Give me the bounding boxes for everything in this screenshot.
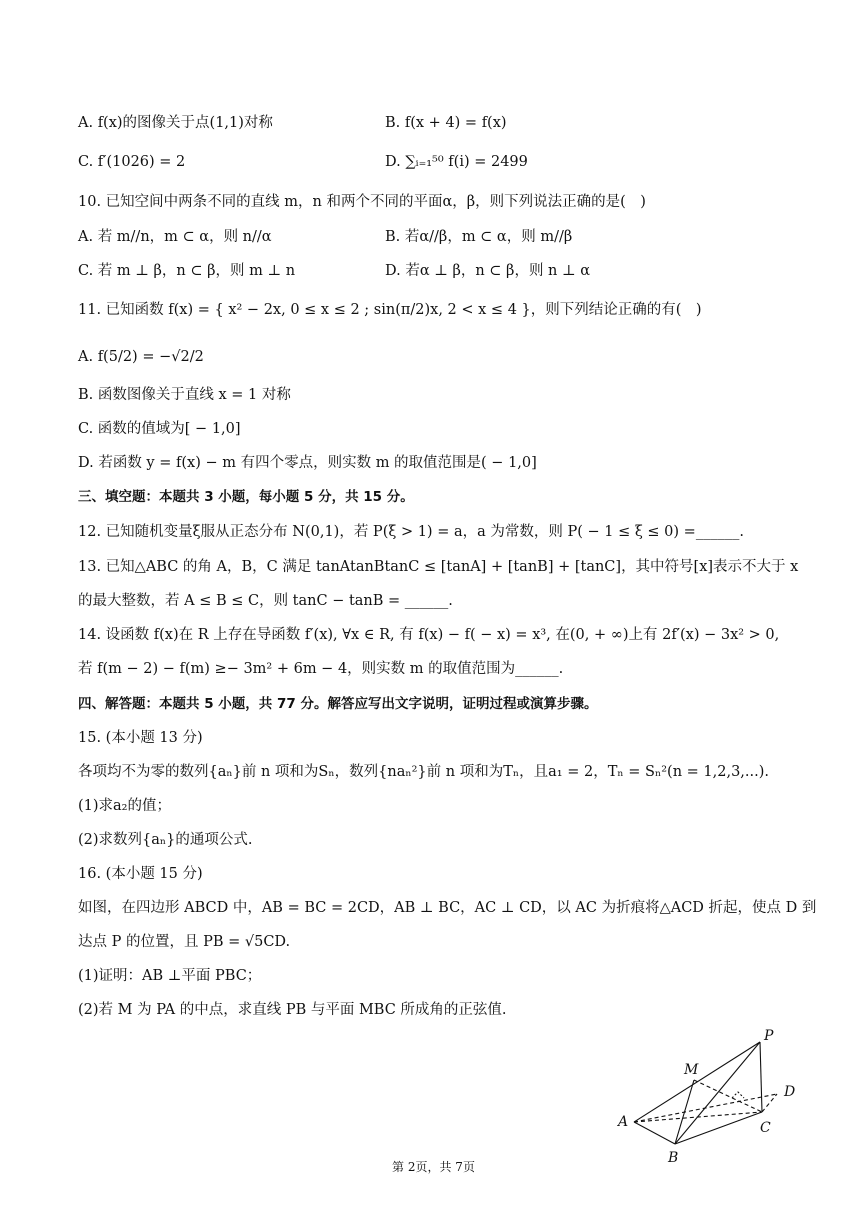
question-16-stem-line1: 如图，在四边形 ABCD 中，AB = BC = 2CD，AB ⊥ BC，AC ⊥ CD，以 AC 为折痕将△ACD 折起，使点 D 到 [78, 900, 817, 916]
question-16-part1: (1)证明：AB ⊥平面 PBC； [78, 968, 262, 984]
edge-ab [634, 1122, 675, 1144]
option-10b: B. 若α//β，m ⊂ α，则 m//β [385, 229, 573, 245]
option-9d: D. ∑ᵢ₌₁⁵⁰ f(i) = 2499 [385, 154, 528, 170]
question-15-part1: (1)求a₂的值； [78, 798, 171, 814]
label-c: C [760, 1120, 771, 1136]
option-10c: C. 若 m ⊥ β，n ⊂ β，则 m ⊥ n [78, 263, 296, 279]
section-3-heading: 三、填空题：本题共 3 小题，每小题 5 分，共 15 分。 [78, 489, 414, 505]
option-9b: B. f(x + 4) = f(x) [385, 115, 507, 131]
question-13-line1: 13. 已知△ABC 的角 A，B，C 满足 tanAtanBtanC ≤ [tanA] + [tanB] + [tanC]，其中符号[x]表示不大于 x [78, 559, 799, 575]
question-11: 11. 已知函数 f(x) = { x² − 2x, 0 ≤ x ≤ 2 ; sin(π/2)x, 2 < x ≤ 4 }，则下列结论正确的有( ) [78, 302, 702, 318]
edge-ac [634, 1112, 762, 1122]
option-9c: C. f′(1026) = 2 [78, 154, 186, 170]
option-11a: A. f(5/2) = −√2/2 [78, 349, 204, 365]
label-d: D [784, 1084, 796, 1100]
question-16-header: 16. (本小题 15 分) [78, 866, 203, 882]
edge-pc [760, 1042, 762, 1112]
page-footer: 第 2页，共 7页 [392, 1160, 475, 1174]
option-9a: A. f(x)的图像关于点(1,1)对称 [78, 115, 273, 131]
option-11c: C. 函数的值域为[ − 1,0] [78, 421, 241, 437]
edge-cd [762, 1094, 777, 1112]
question-14-line1: 14. 设函数 f(x)在 R 上存在导函数 f′(x), ∀x ∈ R, 有 f(x) − f( − x) = x³, 在(0, + ∞)上有 2f′(x) − 3x² > 0, [78, 627, 780, 643]
question-13-line2: 的最大整数，若 A ≤ B ≤ C，则 tanC − tanB = ______. [78, 593, 453, 609]
pyramid-figure [612, 1028, 812, 1168]
question-15-stem: 各项均不为零的数列{aₙ}前 n 项和为Sₙ，数列{naₙ²}前 n 项和为Tₙ，且a₁ = 2，Tₙ = Sₙ²(n = 1,2,3,...). [78, 764, 769, 780]
option-11b: B. 函数图像关于直线 x = 1 对称 [78, 387, 291, 403]
question-14-line2: 若 f(m − 2) − f(m) ≥− 3m² + 6m − 4，则实数 m 的取值范围为______. [78, 661, 564, 677]
question-12: 12. 已知随机变量ξ服从正态分布 N(0,1)，若 P(ξ > 1) = a，a 为常数，则 P( − 1 ≤ ξ ≤ 0) =______. [78, 524, 744, 540]
question-15-part2: (2)求数列{aₙ}的通项公式. [78, 832, 253, 848]
label-b: B [668, 1150, 679, 1166]
right-angle-mark [732, 1092, 744, 1098]
question-10: 10. 已知空间中两条不同的直线 m，n 和两个不同的平面α，β，则下列说法正确的是( ) [78, 194, 646, 210]
option-10a: A. 若 m//n，m ⊂ α，则 n//α [78, 229, 272, 245]
question-16-stem-line2: 达点 P 的位置，且 PB = √5CD. [78, 934, 291, 950]
label-m: M [684, 1062, 699, 1078]
section-4-heading: 四、解答题：本题共 5 小题，共 77 分。解答应写出文字说明，证明过程或演算步骤。 [78, 696, 598, 712]
label-a: A [618, 1114, 629, 1130]
question-15-header: 15. (本小题 13 分) [78, 730, 203, 746]
option-10d: D. 若α ⊥ β，n ⊂ β，则 n ⊥ α [385, 263, 591, 279]
edge-mc [694, 1080, 762, 1112]
label-p: P [764, 1028, 774, 1044]
question-16-part2: (2)若 M 为 PA 的中点，求直线 PB 与平面 MBC 所成角的正弦值. [78, 1002, 507, 1018]
option-11d: D. 若函数 y = f(x) − m 有四个零点，则实数 m 的取值范围是( − 1,0] [78, 455, 537, 471]
